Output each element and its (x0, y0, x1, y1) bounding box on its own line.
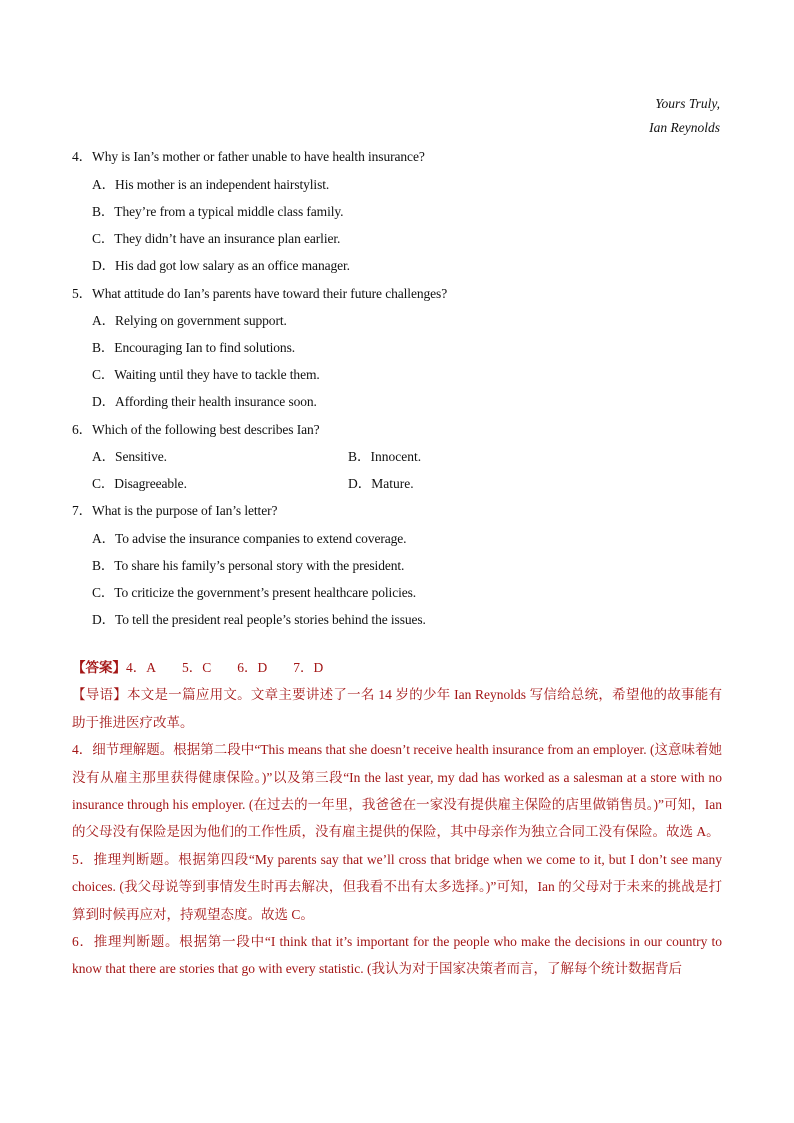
question-option: D．To tell the president real people’s stories behind the issues. (92, 612, 426, 627)
question-option: D．Mature. (348, 476, 414, 491)
question-stem: 7．What is the purpose of Ian’s letter? (72, 503, 278, 518)
explanation-q6: 6．推理判断题。根据第一段中“I think that it’s important for the people who make the decisions in our country to know that there are stories that go with every statistic. (我认为对于国家决策者而言，了解每个统计数据背后 (72, 934, 722, 977)
question-stem: 6．Which of the following best describes Ian? (72, 422, 320, 437)
question-option: C．To criticize the government’s present healthcare policies. (92, 585, 417, 600)
answer-item: 7．D (293, 660, 324, 675)
question-option: B．Encouraging Ian to find solutions. (92, 340, 296, 355)
letter-closing: Yours Truly, (655, 96, 720, 111)
question-option: A．His mother is an independent hairstylist. (92, 177, 330, 192)
answer-item: 4．A (126, 660, 156, 675)
explanation-intro: 【导语】本文是一篇应用文。文章主要讲述了一名 14 岁的少年 Ian Reynolds 写信给总统，希望他的故事能有助于推进医疗改革。 (72, 687, 722, 730)
answer-label: 【答案】 (72, 660, 126, 675)
explanation-q5: 5．推理判断题。根据第四段“My parents say that we’ll cross that bridge when we come to it, but I don’t see many choices. (我父母说等到事情发生时再去解决，但我看不出有太多选择。)”可知，Ian 的父母对于未来的挑战是打算到时候再应对，持观望态度。故选 C。 (72, 851, 722, 922)
question-option: C．Disagreeable. (92, 476, 187, 491)
question-option: D．Affording their health insurance soon. (92, 394, 317, 409)
question-stem: 4．Why is Ian’s mother or father unable to have health insurance? (72, 149, 425, 164)
question-option: D．His dad got low salary as an office manager. (92, 258, 350, 273)
question-option: A．Relying on government support. (92, 313, 287, 328)
question-option: A．Sensitive. (92, 449, 167, 464)
explanation-q4: 4．细节理解题。根据第二段中“This means that she doesn’t receive health insurance from an employer. (这意味着她没有从雇主那里获得健康保险。)”以及第三段“In the last year, my dad has worked as a salesman at a store with no insurance through his employer. (在过去的一年里，我爸爸在一家没有提供雇主保险的店里做销售员。)”可知，Ian 的父母没有保险是因为他们的工作性质，没有雇主提供的保险，其中母亲作为独立合同工没有保险。故选 A。 (72, 742, 722, 840)
answer-section (72, 654, 722, 983)
question-stem: 5．What attitude do Ian’s parents have toward their future challenges? (72, 286, 448, 301)
question-option: B．They’re from a typical middle class family. (92, 204, 344, 219)
question-option: B．Innocent. (348, 449, 422, 464)
answer-item: 5．C (182, 660, 212, 675)
question-option: C．Waiting until they have to tackle them. (92, 367, 320, 382)
question-option: A．To advise the insurance companies to extend coverage. (92, 531, 407, 546)
question-option: B．To share his family’s personal story with the president. (92, 558, 405, 573)
answer-line (72, 654, 722, 681)
question-option: C．They didn’t have an insurance plan earlier. (92, 231, 341, 246)
letter-signature-name: Ian Reynolds (649, 120, 720, 135)
answer-item: 6．D (237, 660, 268, 675)
